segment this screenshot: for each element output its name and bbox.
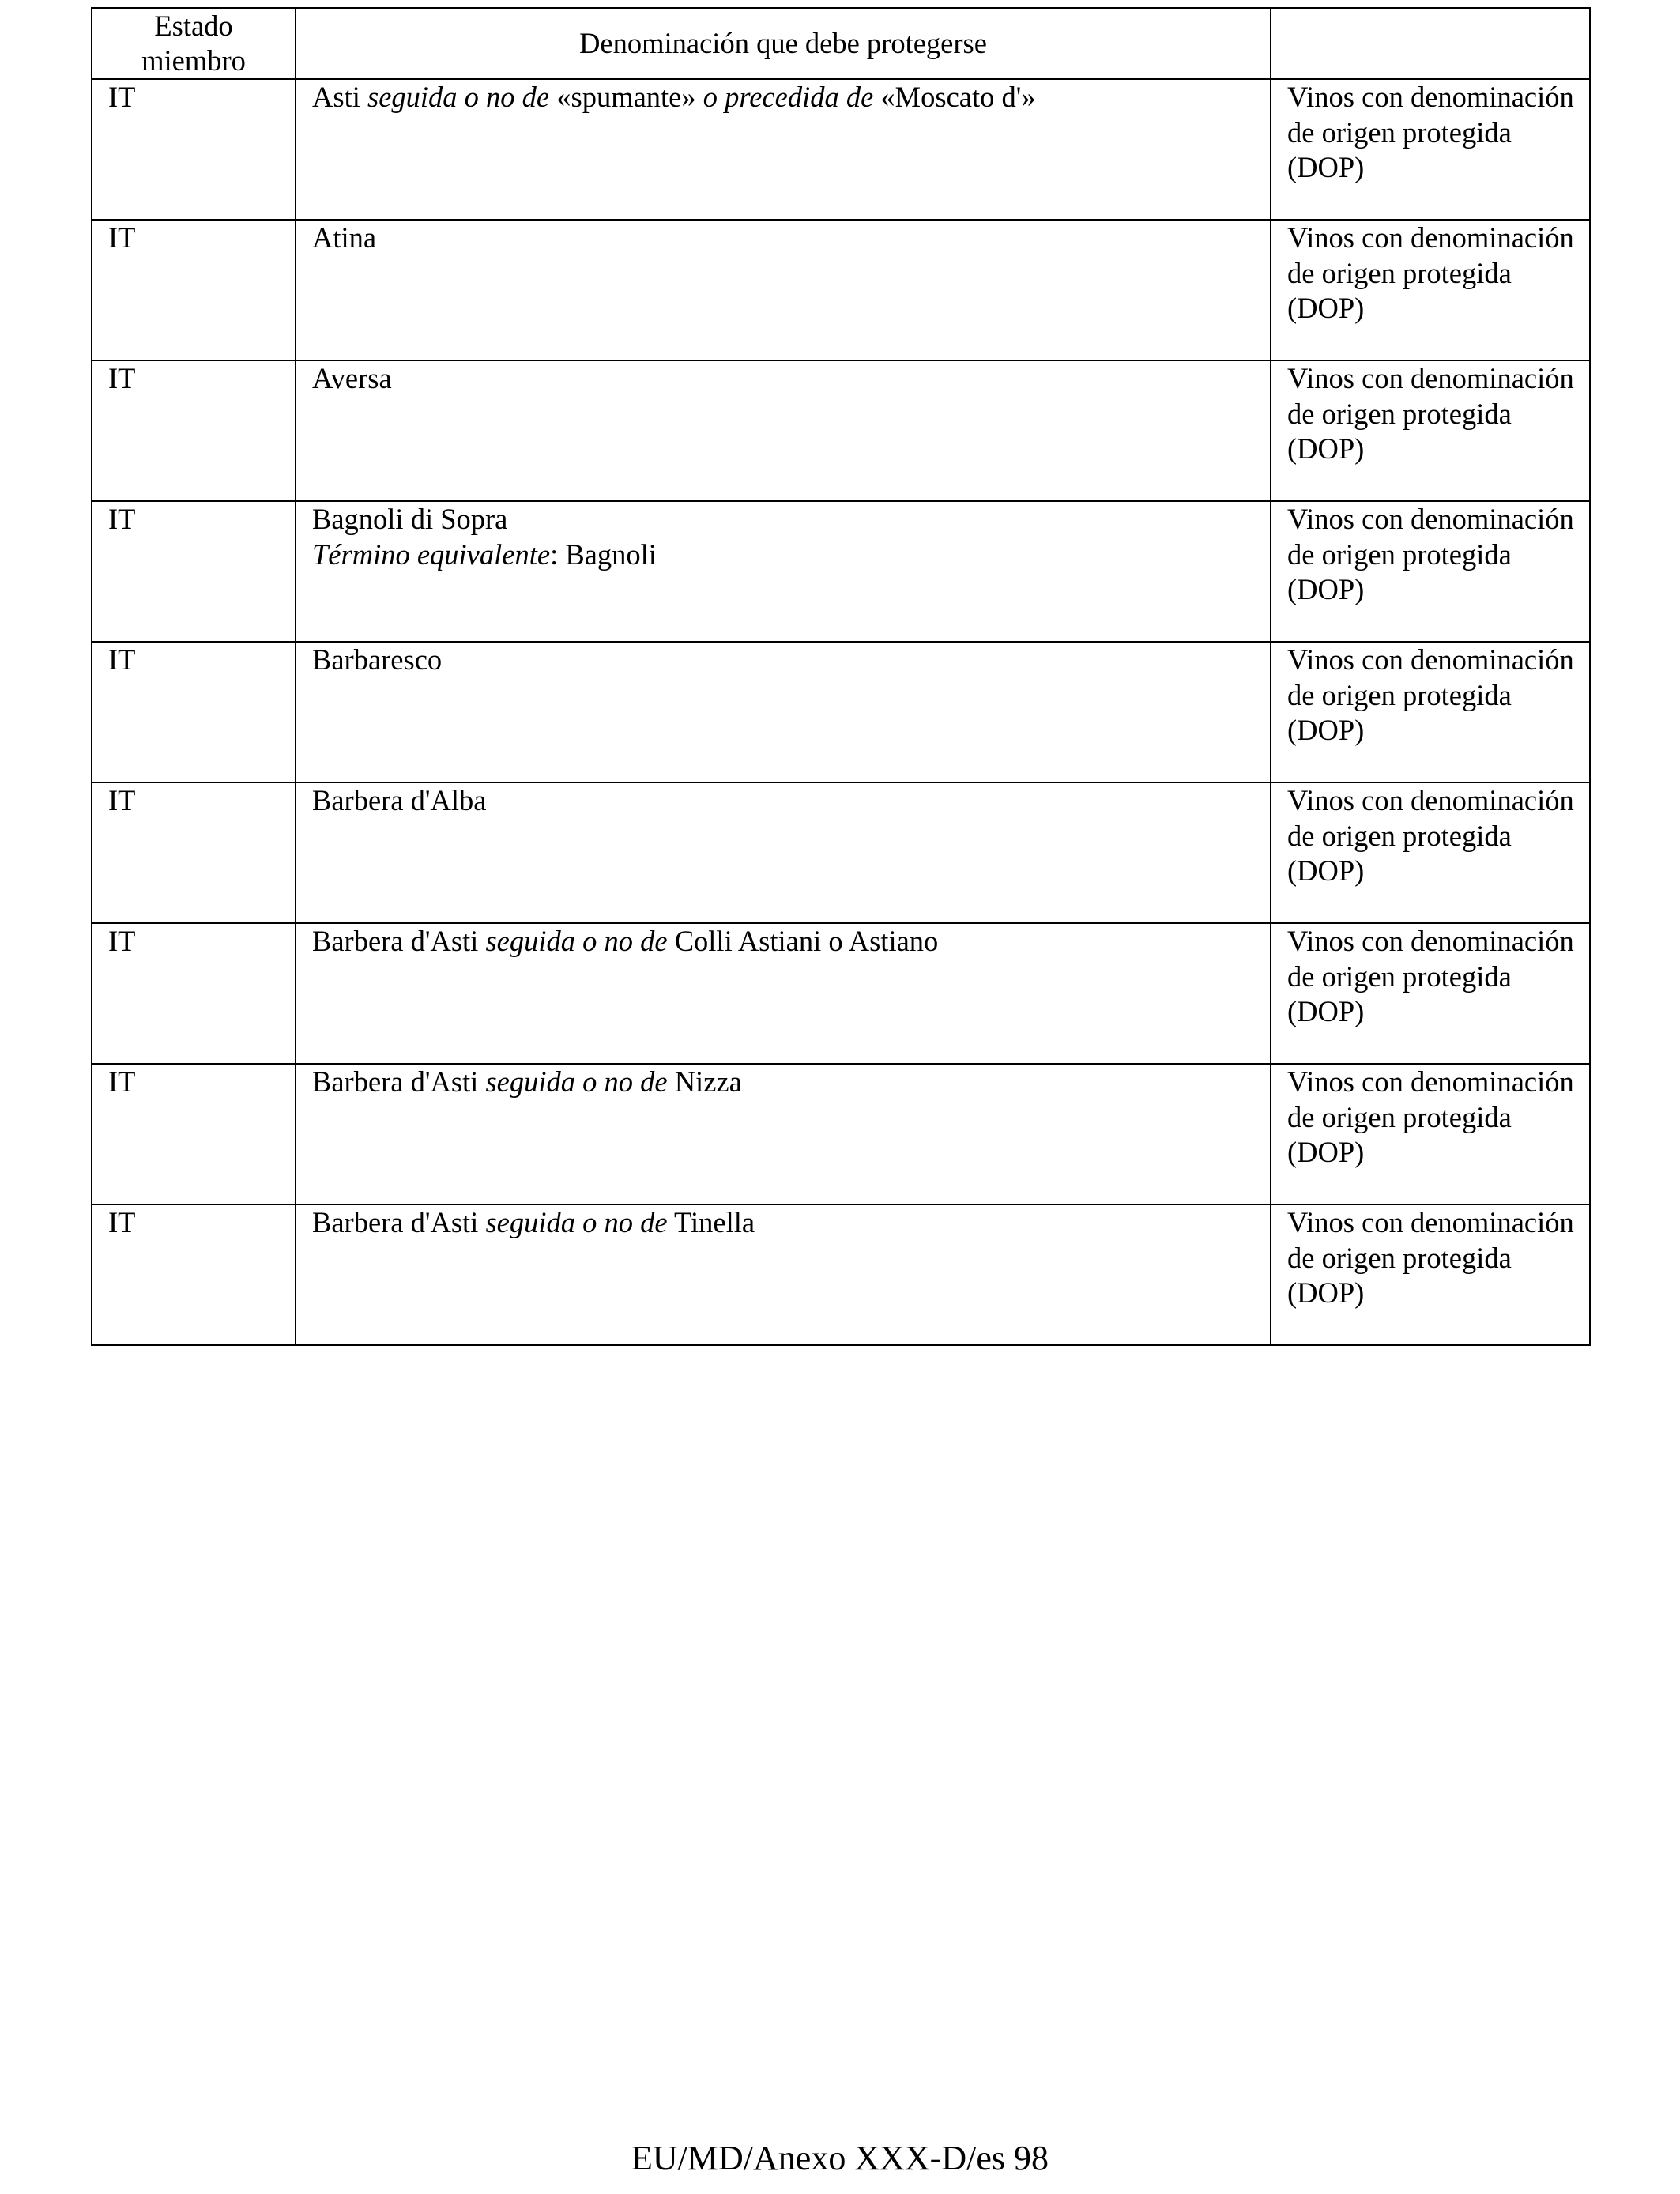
table-row: [92, 220, 1590, 360]
protected-name-cell: [296, 79, 1271, 220]
protected-names-table: [91, 7, 1591, 1346]
table-row: [92, 642, 1590, 782]
member-state-cell: IT: [92, 1064, 296, 1204]
protected-name-cell: [296, 1204, 1271, 1345]
page-footer-reference: EU/MD/Anexo XXX-D/es 98: [631, 2139, 1049, 2177]
category-cell: Vinos con denominación de origen protegida (DOP): [1271, 642, 1590, 782]
protected-name-line: [312, 643, 1270, 678]
table-row: [92, 1204, 1590, 1345]
category-cell: Vinos con denominación de origen protegida (DOP): [1271, 220, 1590, 360]
name-text: Nizza: [667, 1065, 742, 1098]
table-body: [92, 79, 1590, 1345]
protected-name-cell: [296, 360, 1271, 501]
protected-name-line: [312, 80, 1270, 115]
table-row: [92, 79, 1590, 220]
member-state-cell: IT: [92, 782, 296, 923]
protected-name-cell: [296, 1064, 1271, 1204]
table-row: [92, 1064, 1590, 1204]
member-state-cell: IT: [92, 360, 296, 501]
name-text: Colli Astiani o Astiano: [667, 925, 939, 957]
protected-name-cell: [296, 923, 1271, 1064]
table-row: [92, 782, 1590, 923]
protected-name-cell: [296, 501, 1271, 642]
category-cell: Vinos con denominación de origen protegida (DOP): [1271, 923, 1590, 1064]
category-cell: Vinos con denominación de origen protegida (DOP): [1271, 501, 1590, 642]
qualifier-text: seguida o no de: [485, 1065, 668, 1098]
category-cell: Vinos con denominación de origen protegida (DOP): [1271, 782, 1590, 923]
name-text: Barbera d'Asti: [312, 1065, 486, 1098]
protected-name-cell: [296, 642, 1271, 782]
protected-name-line: [312, 221, 1270, 256]
name-text: Asti: [312, 81, 367, 113]
table-header-row: [92, 8, 1590, 79]
table-row: [92, 360, 1590, 501]
protected-name-line: [312, 502, 1270, 537]
name-text: Barbera d'Asti: [312, 925, 486, 957]
protected-name-line: [312, 924, 1270, 959]
name-text: «Moscato d'»: [873, 81, 1036, 113]
qualifier-text: Término equivalente: [312, 537, 551, 571]
qualifier-text: seguida o no de: [367, 81, 550, 113]
name-text: «spumante»: [549, 81, 703, 113]
member-state-cell: IT: [92, 1204, 296, 1345]
table-row: [92, 923, 1590, 1064]
header-protected-name: Denominación que debe protegerse: [296, 8, 1271, 79]
protected-name-line: [312, 537, 1270, 573]
header-member-state: Estado miembro: [92, 8, 296, 79]
protected-name-cell: [296, 782, 1271, 923]
protected-name-line: [312, 1065, 1270, 1100]
member-state-cell: IT: [92, 220, 296, 360]
protected-name-line: [312, 783, 1270, 819]
name-text: Barbera d'Asti: [312, 1206, 486, 1238]
member-state-cell: IT: [92, 642, 296, 782]
member-state-cell: IT: [92, 501, 296, 642]
protected-name-line: [312, 1205, 1270, 1241]
protected-name-line: [312, 361, 1270, 397]
name-text: Atina: [312, 221, 377, 254]
category-cell: Vinos con denominación de origen protegida (DOP): [1271, 360, 1590, 501]
header-category: [1271, 8, 1590, 79]
name-text: Aversa: [312, 362, 392, 394]
category-cell: Vinos con denominación de origen protegida (DOP): [1271, 1064, 1590, 1204]
qualifier-text: o precedida de: [703, 81, 874, 113]
qualifier-text: seguida o no de: [485, 1206, 668, 1238]
member-state-cell: IT: [92, 923, 296, 1064]
name-text: Tinella: [667, 1206, 755, 1238]
name-text: Barbaresco: [312, 643, 443, 676]
member-state-cell: IT: [92, 79, 296, 220]
protected-name-cell: [296, 220, 1271, 360]
category-cell: Vinos con denominación de origen protegida (DOP): [1271, 79, 1590, 220]
name-text: Barbera d'Alba: [312, 784, 487, 816]
category-cell: Vinos con denominación de origen protegida (DOP): [1271, 1204, 1590, 1345]
name-text: : Bagnoli: [550, 537, 657, 571]
table-row: [92, 501, 1590, 642]
qualifier-text: seguida o no de: [485, 925, 668, 957]
name-text: Bagnoli di Sopra: [312, 503, 508, 535]
